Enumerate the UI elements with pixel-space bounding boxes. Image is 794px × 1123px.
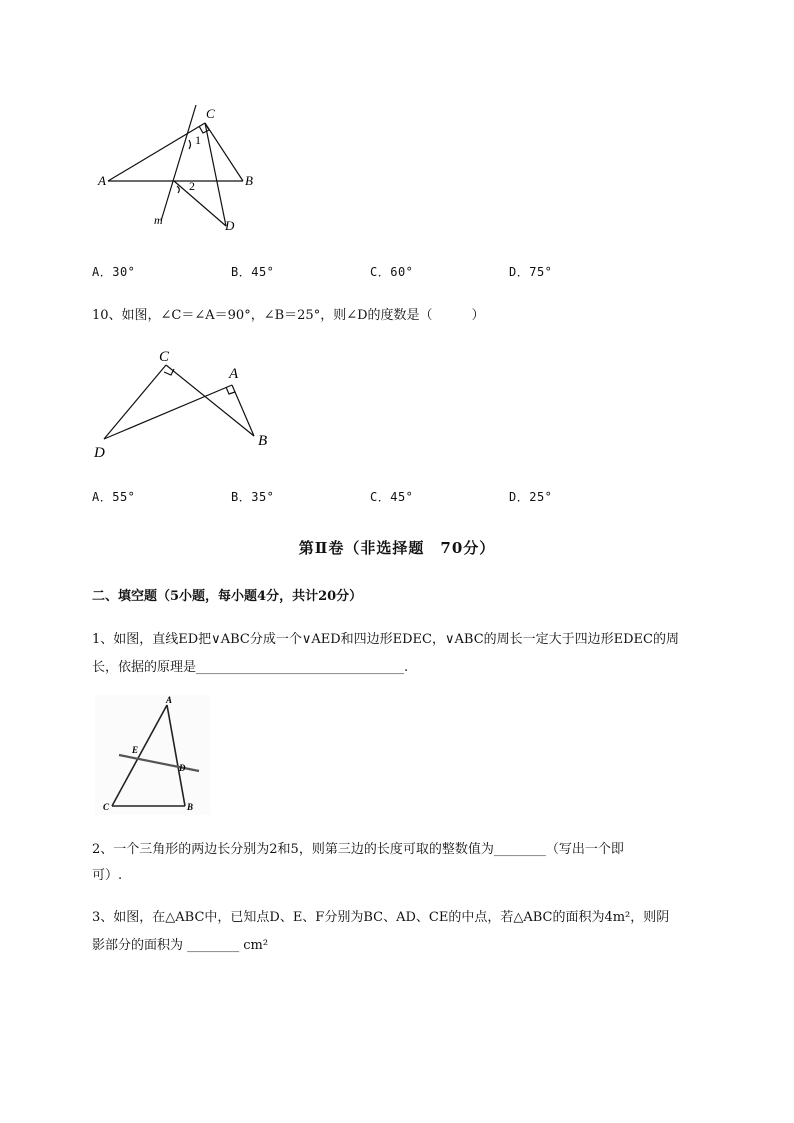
segment-da bbox=[104, 385, 232, 439]
label-c: C bbox=[103, 802, 110, 812]
q10-option-c: C．45° bbox=[370, 490, 414, 504]
angle-arc-2 bbox=[177, 186, 179, 193]
label-e: E bbox=[132, 745, 139, 755]
q10-option-b: B．35° bbox=[231, 490, 275, 504]
q10-question: 10、如图，∠C＝∠A＝90°，∠B＝25°，则∠D的度数是（ ） bbox=[92, 308, 485, 323]
label-c: C bbox=[206, 106, 215, 121]
fill1-line1: 1、如图，直线ED把∨ABC分成一个∨AED和四边形EDEC，∨ABC的周长一定大于四边形EDEC的周 bbox=[92, 632, 679, 647]
label-d: D bbox=[94, 445, 105, 461]
fill3-line2: 影部分的面积为 ________ cm² bbox=[92, 938, 269, 953]
line-m bbox=[161, 105, 196, 221]
q10-option-d: D．25° bbox=[509, 490, 553, 504]
label-angle-2: 2 bbox=[189, 179, 195, 193]
q9-option-b: B．45° bbox=[231, 265, 275, 279]
label-b: B bbox=[187, 802, 194, 812]
angle-arc-1 bbox=[189, 140, 191, 149]
fill-in-section-heading: 二、填空题（5小题，每小题4分，共计20分） bbox=[92, 589, 363, 604]
fill1-figure bbox=[95, 695, 210, 815]
fill2-line1: 2、一个三角形的两边长分别为2和5，则第三边的长度可取的整数值为________（写出一个即 bbox=[92, 842, 624, 857]
fill1-line2: 长，依据的原理是________________________________. bbox=[92, 660, 409, 675]
q9-option-d: D．75° bbox=[509, 265, 553, 279]
label-c: C bbox=[159, 349, 170, 365]
label-a: A bbox=[98, 173, 106, 188]
label-d: D bbox=[225, 218, 235, 233]
segment-ab bbox=[232, 385, 254, 436]
figure-background bbox=[95, 695, 210, 815]
label-m: m bbox=[154, 213, 163, 227]
label-a: A bbox=[166, 695, 173, 705]
q10-option-a: A．55° bbox=[92, 490, 136, 504]
label-d: D bbox=[179, 763, 186, 773]
q9-option-a: A．30° bbox=[92, 265, 136, 279]
fill2-line2: 可）. bbox=[92, 868, 123, 883]
q10-figure bbox=[88, 345, 288, 465]
fill3-line1: 3、如图，在△ABC中，已知点D、E、F分别为BC、AD、CE的中点，若△ABC的面积为4m²，则阴 bbox=[92, 910, 670, 925]
right-angle-mark-c bbox=[199, 123, 209, 133]
label-b: B bbox=[258, 433, 268, 449]
label-b: B bbox=[245, 173, 253, 188]
part2-title: 第Ⅱ卷（非选择题 70分） bbox=[298, 539, 496, 557]
label-a: A bbox=[229, 366, 239, 382]
segment-dc bbox=[104, 365, 166, 439]
segment-cb bbox=[166, 365, 254, 436]
q9-figure bbox=[88, 98, 268, 238]
q9-option-c: C．60° bbox=[370, 265, 414, 279]
segment-ac bbox=[108, 123, 205, 181]
label-angle-1: 1 bbox=[195, 133, 201, 147]
